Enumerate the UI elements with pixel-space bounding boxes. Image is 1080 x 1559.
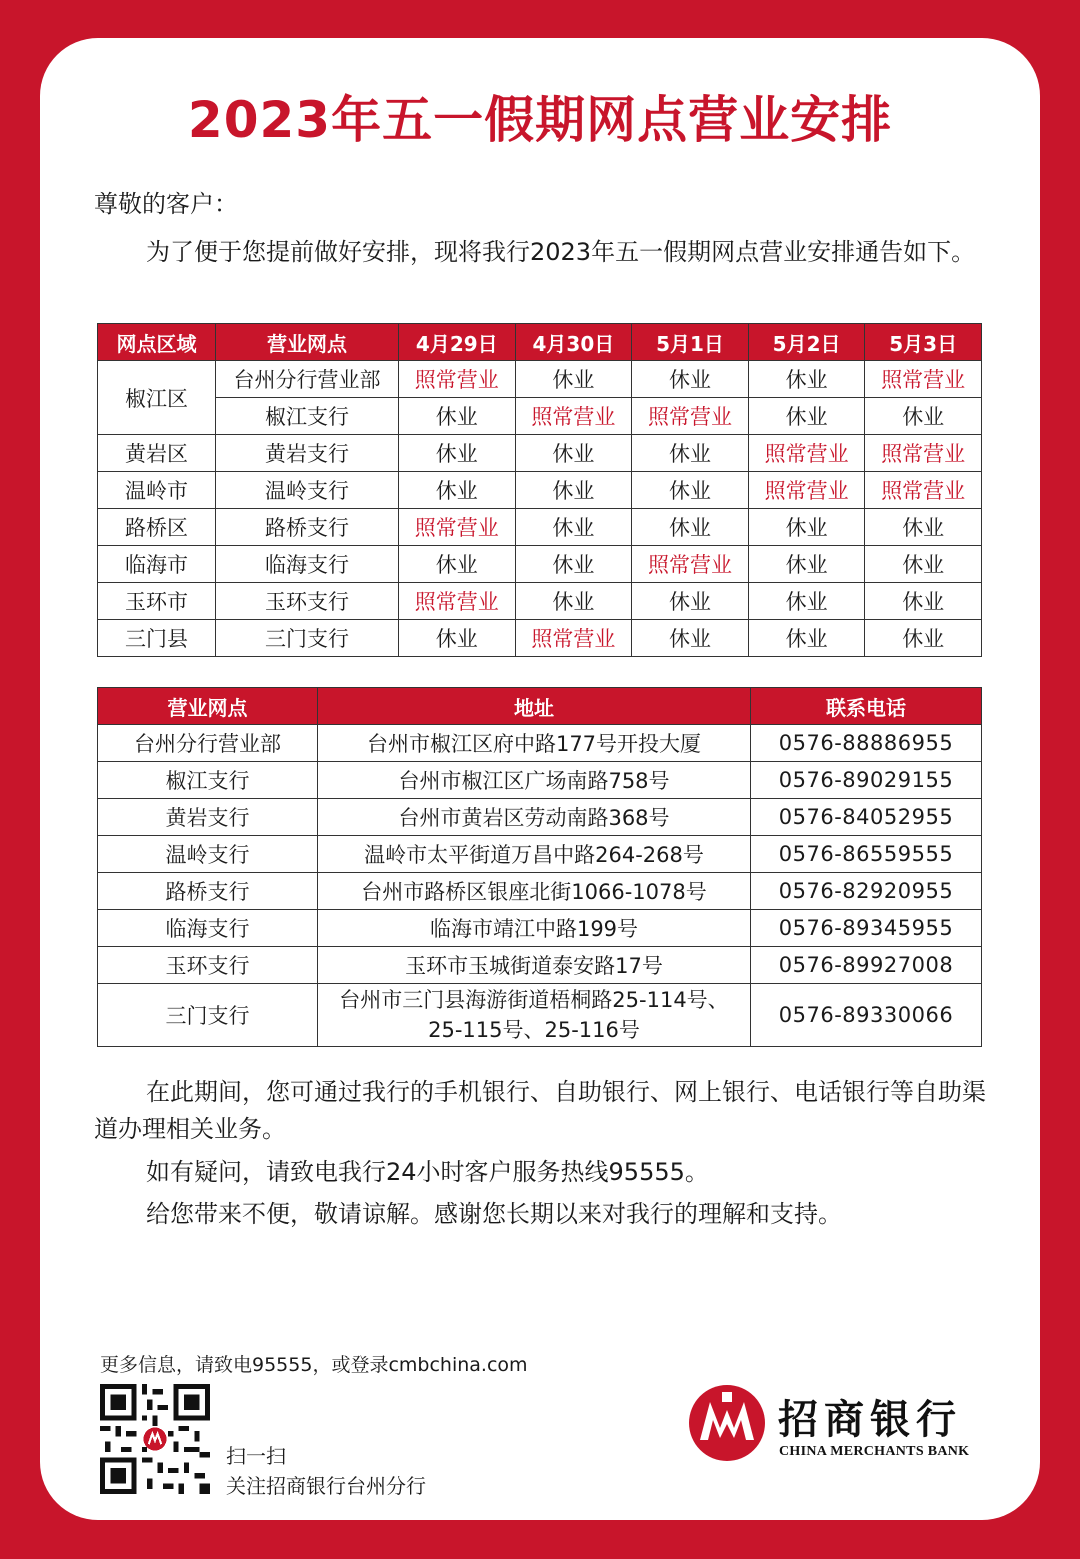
region-cell: 玉环市 [98, 583, 216, 620]
header-apr29: 4月29日 [399, 324, 516, 361]
status-cell: 休业 [632, 435, 749, 472]
channels-paragraph: 在此期间，您可通过我行的手机银行、自助银行、网上银行、电话银行等自助渠道办理相关业务。 [94, 1078, 986, 1143]
branch-cell: 临海支行 [216, 546, 399, 583]
contact-branch-cell: 台州分行营业部 [98, 725, 318, 762]
follow-label: 关注招商银行台州分行 [226, 1474, 426, 1498]
address-cell [318, 984, 751, 1047]
status-cell: 照常营业 [515, 398, 632, 435]
status-cell: 休业 [865, 620, 982, 657]
region-cell: 黄岩区 [98, 435, 216, 472]
status-cell: 休业 [515, 583, 632, 620]
phone-cell[interactable]: 0576-89927008 [751, 947, 982, 984]
schedule-row [98, 398, 982, 435]
status-cell: 休业 [865, 398, 982, 435]
schedule-row [98, 546, 982, 583]
header-region: 网点区域 [98, 324, 216, 361]
status-cell: 休业 [632, 472, 749, 509]
status-cell: 照常营业 [865, 472, 982, 509]
status-cell: 休业 [748, 620, 865, 657]
header-may1: 5月1日 [632, 324, 749, 361]
status-cell: 休业 [515, 435, 632, 472]
contact-row [98, 910, 982, 947]
contact-row [98, 984, 982, 1047]
status-cell: 休业 [865, 583, 982, 620]
status-cell: 照常营业 [399, 361, 516, 398]
schedule-row [98, 509, 982, 546]
status-cell: 照常营业 [865, 435, 982, 472]
apology-paragraph: 给您带来不便，敬请谅解。感谢您长期以来对我行的理解和支持。 [146, 1200, 842, 1228]
contact-branch-cell: 温岭支行 [98, 836, 318, 873]
status-cell: 休业 [515, 546, 632, 583]
status-cell: 休业 [515, 509, 632, 546]
status-cell: 照常营业 [399, 583, 516, 620]
header-address: 地址 [318, 688, 751, 725]
branch-cell: 台州分行营业部 [216, 361, 399, 398]
phone-cell[interactable]: 0576-84052955 [751, 799, 982, 836]
phone-cell[interactable]: 0576-89345955 [751, 910, 982, 947]
page-title: 2023年五一假期网点营业安排 [187, 91, 893, 149]
contact-row [98, 725, 982, 762]
status-cell: 照常营业 [632, 398, 749, 435]
contact-branch-cell: 三门支行 [98, 984, 318, 1047]
branch-cell: 玉环支行 [216, 583, 399, 620]
region-cell: 椒江区 [98, 361, 216, 435]
schedule-row [98, 620, 982, 657]
status-cell: 休业 [748, 546, 865, 583]
status-cell: 休业 [748, 361, 865, 398]
phone-cell[interactable]: 0576-82920955 [751, 873, 982, 910]
qr-code-icon[interactable] [100, 1384, 210, 1494]
status-cell: 休业 [748, 509, 865, 546]
hotline-paragraph: 如有疑问，请致电我行24小时客户服务热线95555。 [146, 1158, 709, 1186]
status-cell: 照常营业 [865, 361, 982, 398]
header-phone: 联系电话 [751, 688, 982, 725]
status-cell: 照常营业 [748, 472, 865, 509]
status-cell: 照常营业 [515, 620, 632, 657]
branch-cell: 三门支行 [216, 620, 399, 657]
branch-cell: 温岭支行 [216, 472, 399, 509]
status-cell: 照常营业 [748, 435, 865, 472]
contacts-table [97, 687, 982, 1047]
address-cell: 台州市椒江区府中路177号开投大厦 [318, 725, 751, 762]
branch-cell: 黄岩支行 [216, 435, 399, 472]
header-may2: 5月2日 [748, 324, 865, 361]
schedule-row [98, 435, 982, 472]
region-cell: 温岭市 [98, 472, 216, 509]
schedule-row [98, 472, 982, 509]
region-cell: 临海市 [98, 546, 216, 583]
contact-branch-cell: 玉环支行 [98, 947, 318, 984]
more-info-text: 更多信息，请致电95555，或登录cmbchina.com [100, 1354, 528, 1376]
status-cell: 休业 [399, 620, 516, 657]
status-cell: 休业 [865, 509, 982, 546]
status-cell: 照常营业 [399, 509, 516, 546]
address-line-2: 25-115号、25-116号 [428, 1018, 640, 1042]
address-cell: 玉环市玉城街道泰安路17号 [318, 947, 751, 984]
address-line-1: 台州市三门县海游街道梧桐路25-114号、 [339, 988, 729, 1012]
status-cell: 休业 [865, 546, 982, 583]
status-cell: 休业 [632, 509, 749, 546]
address-cell: 台州市椒江区广场南路758号 [318, 762, 751, 799]
region-cell: 路桥区 [98, 509, 216, 546]
status-cell: 休业 [399, 398, 516, 435]
phone-cell[interactable]: 0576-89330066 [751, 984, 982, 1047]
header-contact-branch: 营业网点 [98, 688, 318, 725]
region-cell: 三门县 [98, 620, 216, 657]
status-cell: 休业 [515, 472, 632, 509]
status-cell: 休业 [515, 361, 632, 398]
phone-cell[interactable]: 0576-89029155 [751, 762, 982, 799]
contact-branch-cell: 路桥支行 [98, 873, 318, 910]
status-cell: 休业 [748, 398, 865, 435]
branch-cell: 椒江支行 [216, 398, 399, 435]
contact-row [98, 762, 982, 799]
schedule-row [98, 361, 982, 398]
logo-english-name: CHINA MERCHANTS BANK [779, 1444, 970, 1459]
header-branch: 营业网点 [216, 324, 399, 361]
greeting: 尊敬的客户： [94, 190, 238, 218]
intro-paragraph: 为了便于您提前做好安排，现将我行2023年五一假期网点营业安排通告如下。 [146, 238, 976, 266]
status-cell: 休业 [399, 435, 516, 472]
address-cell: 温岭市太平街道万昌中路264-268号 [318, 836, 751, 873]
contacts-header-row [98, 688, 982, 725]
contact-row [98, 873, 982, 910]
status-cell: 休业 [632, 620, 749, 657]
contact-row [98, 799, 982, 836]
schedule-table [97, 323, 982, 657]
schedule-row [98, 583, 982, 620]
status-cell: 休业 [632, 583, 749, 620]
contact-branch-cell: 椒江支行 [98, 762, 318, 799]
phone-cell[interactable]: 0576-88886955 [751, 725, 982, 762]
scan-label: 扫一扫 [226, 1444, 286, 1468]
contact-branch-cell: 黄岩支行 [98, 799, 318, 836]
address-cell: 临海市靖江中路199号 [318, 910, 751, 947]
cmb-logo-icon [688, 1384, 766, 1462]
status-cell: 休业 [748, 583, 865, 620]
status-cell: 休业 [632, 361, 749, 398]
schedule-header-row [98, 324, 982, 361]
header-may3: 5月3日 [865, 324, 982, 361]
status-cell: 休业 [399, 546, 516, 583]
contact-row [98, 947, 982, 984]
contact-row [98, 836, 982, 873]
status-cell: 照常营业 [632, 546, 749, 583]
logo-chinese-name: 招商银行 [778, 1396, 962, 1443]
address-cell: 台州市黄岩区劳动南路368号 [318, 799, 751, 836]
address-cell: 台州市路桥区银座北街1066-1078号 [318, 873, 751, 910]
contact-branch-cell: 临海支行 [98, 910, 318, 947]
phone-cell[interactable]: 0576-86559555 [751, 836, 982, 873]
header-apr30: 4月30日 [515, 324, 632, 361]
status-cell: 休业 [399, 472, 516, 509]
branch-cell: 路桥支行 [216, 509, 399, 546]
